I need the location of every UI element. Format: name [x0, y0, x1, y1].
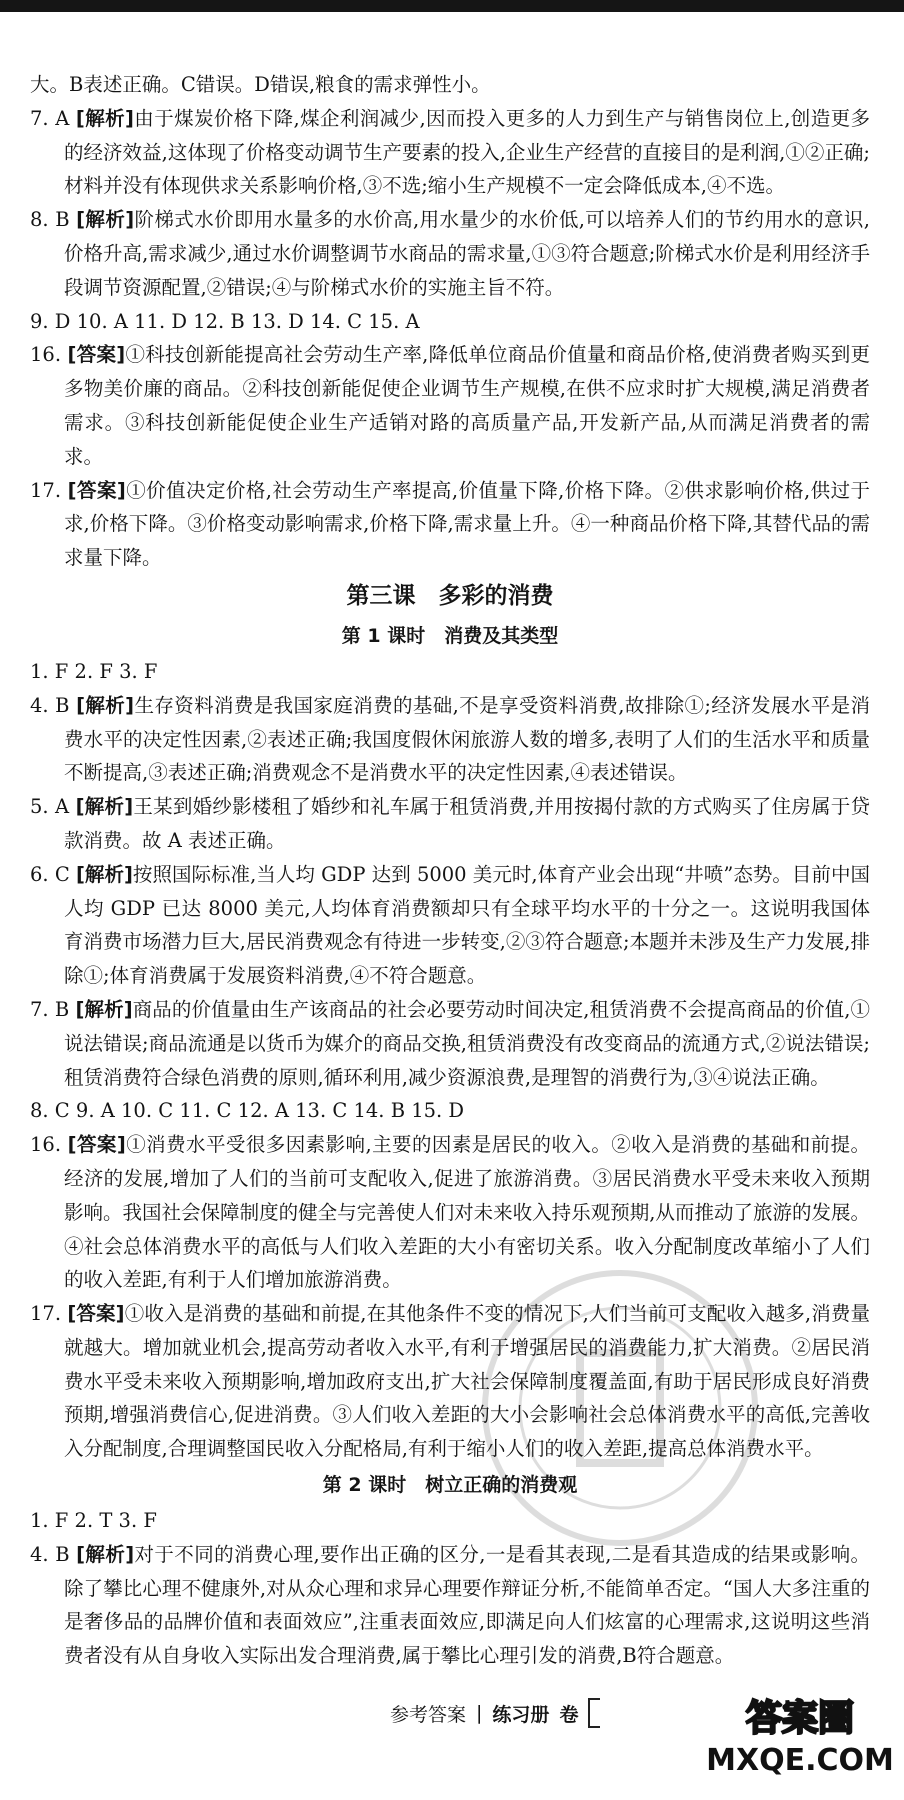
answer-line: [30, 68, 870, 102]
question-number: 16.: [30, 1133, 68, 1157]
answer-text: 生存资料消费是我国家庭消费的基础,不是享受资料消费,故排除①;经济发展水平是消费水平的决定性因素,②表述正确;我国度假休闲旅游人数的增多,表明了人们的生活水平和质量不断提高,③表述正确;消费观念不是消费水平的决定性因素,④表述错误。: [64, 693, 871, 785]
answer-text: 1. F 2. T 3. F: [30, 1509, 157, 1533]
answer-line: [30, 338, 870, 473]
answer-tag: [解析]: [75, 106, 134, 130]
answer-line: [30, 203, 870, 304]
answer-tag: [解析]: [75, 997, 133, 1021]
answer-line: [30, 1094, 870, 1128]
question-number: 16.: [30, 343, 68, 367]
footer-bracket: [588, 1698, 600, 1728]
page-footer: [390, 1698, 600, 1728]
question-number: 8. B: [30, 208, 77, 232]
answer-text: 王某到婚纱影楼租了婚纱和礼车属于租赁消费,并用按揭付款的方式购买了住房属于贷款消费。故 A 表述正确。: [64, 795, 871, 852]
answer-text: 商品的价值量由生产该商品的社会必要劳动时间决定,租赁消费不会提高商品的价值,①说法错误;商品流通是以货币为媒介的商品交换,租赁消费没有改变商品的流通方式,②说法错误;租赁消费符合绿色消费的原则,循环利用,减少资源浪费,是理智的消费行为,③④说法正确。: [64, 997, 870, 1089]
answer-line: [30, 305, 870, 339]
answer-text: 对于不同的消费心理,要作出正确的区分,一是看其表现,二是看其造成的结果或影响。除了攀比心理不健康外,对从众心理和求异心理要作辩证分析,不能简单否定。“国人大多注重的是奢侈品的品牌价值和表面效应”,注重表面效应,即满足向人们炫富的心理需求,这说明这些消费者没有从自身收入实际出发合理消费,属于攀比心理引发的消费,B符合题意。: [64, 1542, 870, 1668]
question-number: 7. B: [30, 997, 76, 1021]
answer-line: [30, 689, 870, 790]
answer-line: [30, 655, 870, 689]
answer-text: ①收入是消费的基础和前提,在其他条件不变的情况下,人们当前可支配收入越多,消费量就越大。增加就业机会,提高劳动者收入水平,有利于增强居民的消费能力,扩大消费。②居民消费水平受未来收入预期影响,增加政府支出,扩大社会保障制度覆盖面,有助于居民形成良好消费预期,增强消费信心,促进消费。③人们收入差距的大小会影响社会总体消费水平的高低,完善收入分配制度,合理调整国民收入分配格局,有利于缩小人们的收入差距,提高总体消费水平。: [64, 1302, 870, 1461]
watermark-logo-text: 答案圈: [745, 1698, 855, 1739]
footer-workbook: 练习册: [492, 1703, 550, 1726]
section-title-1: 第 1 课时 消费及其类型: [341, 624, 559, 647]
question-number: 6. C: [30, 862, 76, 886]
footer-separator: |: [476, 1702, 483, 1724]
answer-text: 1. F 2. F 3. F: [30, 659, 158, 683]
faint-stamp: [455, 1258, 785, 1558]
answer-text: ①消费水平受很多因素影响,主要的因素是居民的收入。②收入是消费的基础和前提。经济的发展,增加了人们的当前可支配收入,促进了旅游消费。③居民消费水平受未来收入预期影响。我国社会保障制度的健全与完善使人们对未来收入持乐观预期,从而推动了旅游的发展。④社会总体消费水平的高低与人们收入差距的大小有密切关系。收入分配制度改革缩小了人们的收入差距,有利于人们增加旅游消费。: [64, 1133, 871, 1292]
answer-tag: [解析]: [76, 693, 135, 717]
question-number: 5. A: [30, 795, 76, 819]
question-number: 4. B: [30, 693, 77, 717]
watermark-url: MXQE.COM: [706, 1743, 894, 1778]
lesson-title: 第三课 多彩的消费: [346, 582, 554, 609]
answer-text: 大。B表述正确。C错误。D错误,粮食的需求弹性小。: [30, 73, 491, 96]
answer-tag: [解析]: [76, 1542, 135, 1566]
question-number: 17.: [30, 478, 68, 502]
answer-line: [30, 858, 870, 993]
answer-text: 按照国际标准,当人均 GDP 达到 5000 美元时,体育产业会出现“井喷”态势。目前中国人均 GDP 已达 8000 美元,人均体育消费额却只有全球平均水平的十分之一。这说明我国体育消费市场潜力巨大,居民消费观念有待进一步转变,②③符合题意;本题并未涉及生产力发展,排除①;体育消费属于发展资料消费,④不符合题意。: [64, 862, 870, 988]
answer-line: [30, 790, 870, 858]
section-title-2: 第 2 课时 树立正确的消费观: [322, 1474, 578, 1497]
answer-tag: [答案]: [67, 1133, 126, 1157]
answer-tag: [答案]: [67, 478, 126, 502]
question-number: 4. B: [30, 1542, 77, 1566]
answer-text: ①科技创新能提高社会劳动生产率,降低单位商品价值量和商品价格,使消费者购买到更多物美价廉的商品。②科技创新能促使企业调节生产规模,在供不应求时扩大规模,满足消费者需求。③科技创新能促使企业生产适销对路的高质量产品,开发新产品,从而满足消费者的需求。: [64, 343, 870, 468]
answer-text: 由于煤炭价格下降,煤企利润减少,因而投入更多的人力到生产与销售岗位上,创造更多的经济效益,这体现了价格变动调节生产要素的投入,企业生产经营的直接目的是利润,①②正确;材料并没有体现供求关系影响价格,③不选;缩小生产规模不一定会降低成本,④不选。: [64, 106, 870, 198]
answer-tag: [答案]: [67, 343, 126, 367]
answer-text: 阶梯式水价即用水量多的水价高,用水量少的水价低,可以培养人们的节约用水的意识,价格升高,需求减少,通过水价调整调节水商品的需求量,①③符合题意;阶梯式水价是利用经济手段调节资源配置,②错误;④与阶梯式水价的实施主旨不符。: [64, 208, 870, 299]
answer-line: [30, 102, 870, 203]
answer-line: [30, 1538, 870, 1673]
answer-line: [30, 993, 870, 1094]
answer-tag: [解析]: [75, 795, 134, 819]
answer-text: 9. D 10. A 11. D 12. B 13. D 14. C 15. A: [30, 309, 420, 333]
answer-text: 8. C 9. A 10. C 11. C 12. A 13. C 14. B 15. D: [30, 1099, 465, 1123]
watermark-logo: [700, 1682, 900, 1782]
footer-reference-answers: 参考答案: [390, 1703, 467, 1726]
continued-answers: [30, 68, 870, 575]
answer-line: [30, 474, 870, 575]
question-number: 17.: [30, 1302, 68, 1326]
top-border: [0, 0, 904, 12]
answer-text: ①价值决定价格,社会劳动生产率提高,价值量下降,价格下降。②供求影响价格,供过于求,价格下降。③价格变动影响需求,价格下降,需求量上升。④一种商品价格下降,其替代品的需求量下降。: [64, 478, 871, 570]
answer-tag: [解析]: [76, 208, 135, 232]
answer-tag: [答案]: [67, 1302, 125, 1326]
footer-volume: 卷: [559, 1703, 579, 1726]
question-number: 7. A: [30, 106, 76, 130]
answer-tag: [解析]: [75, 862, 133, 886]
